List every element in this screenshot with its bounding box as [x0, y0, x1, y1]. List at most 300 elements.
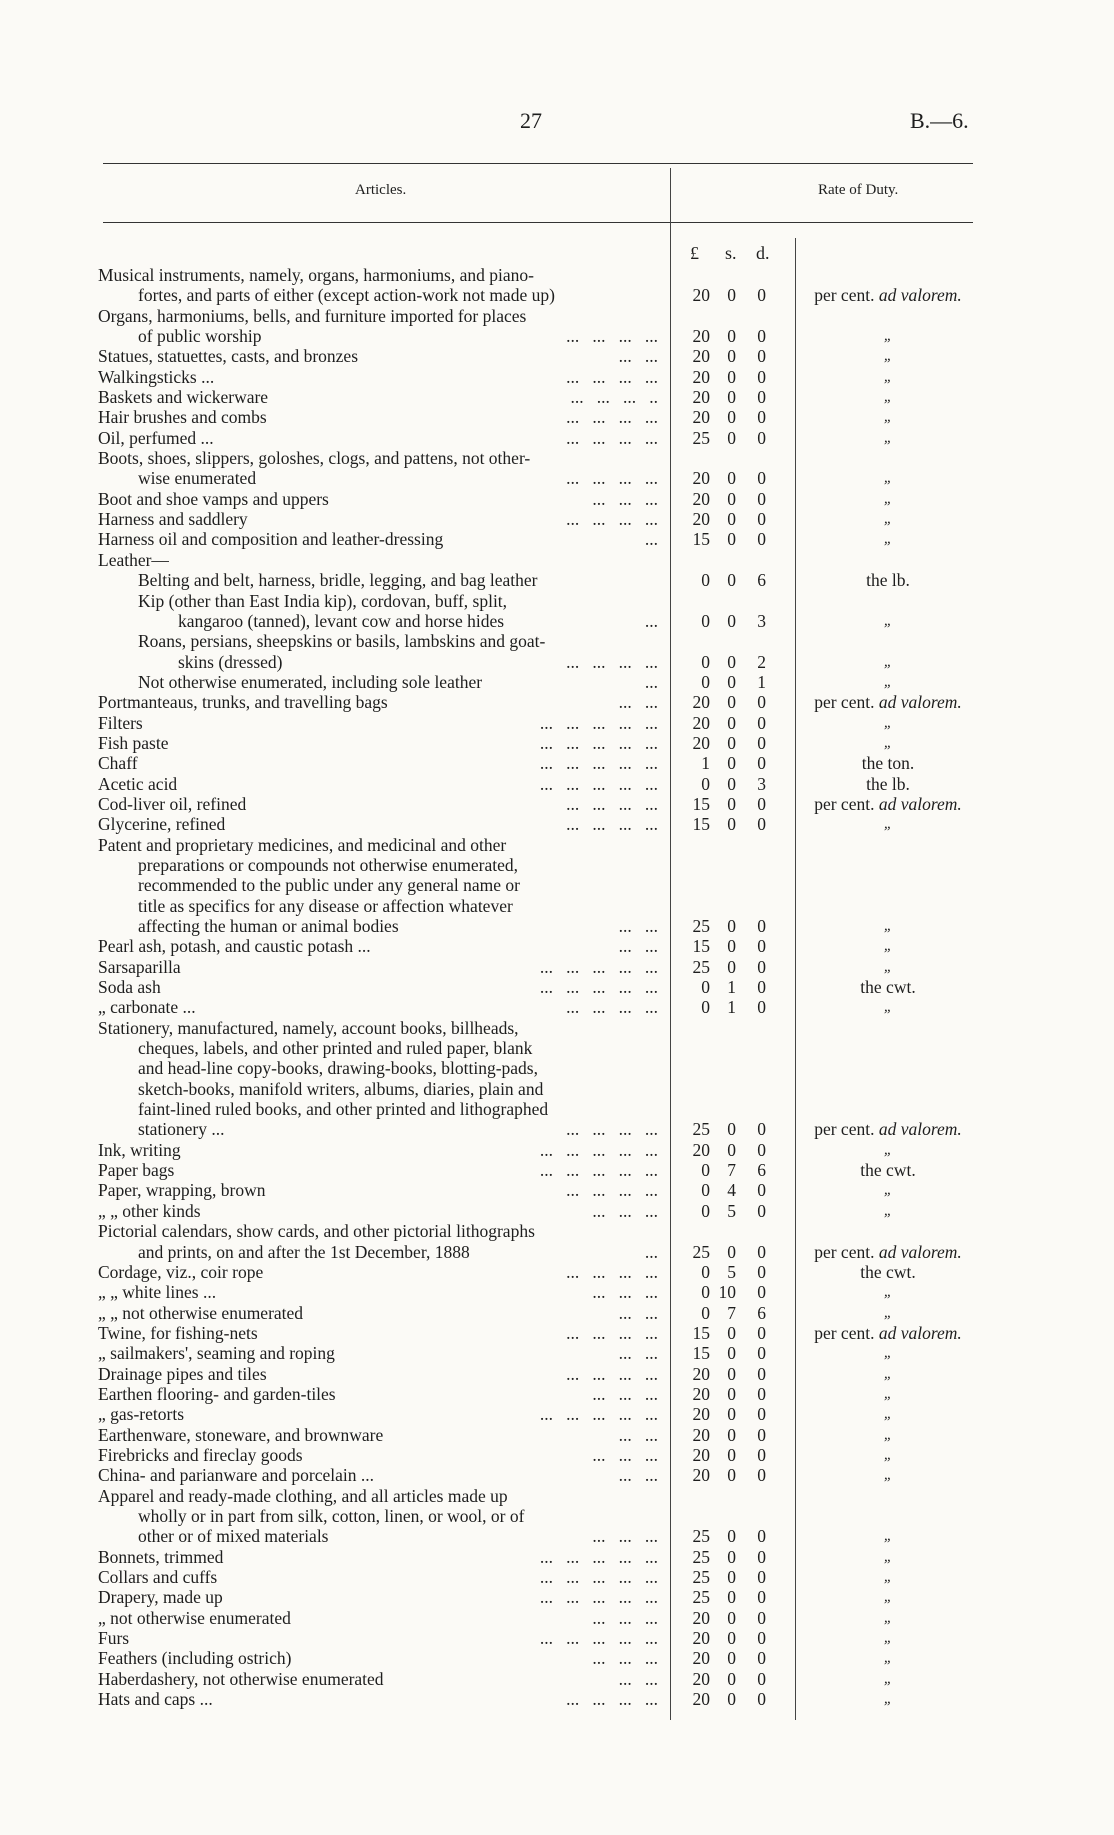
duty-pounds: 20 — [692, 326, 710, 347]
duty-amount — [680, 997, 780, 1017]
article-description — [98, 835, 658, 937]
article-description — [98, 692, 658, 712]
duty-pence: 0 — [757, 407, 766, 428]
article-line: Sarsaparilla — [98, 956, 181, 977]
article-description — [98, 550, 658, 570]
article-description — [98, 1608, 658, 1628]
article-line: of public worship — [138, 326, 262, 347]
duty-pence: 1 — [757, 671, 766, 692]
duty-shillings: 0 — [727, 1444, 736, 1465]
duty-shillings: 0 — [727, 793, 736, 814]
duty-basis: „ — [883, 490, 893, 507]
dot-leader: ... ... ... ... ... — [539, 1587, 658, 1608]
duty-shillings: 0 — [727, 407, 736, 428]
duty-pounds: 20 — [692, 346, 710, 367]
duty-pounds: 0 — [701, 1302, 710, 1323]
duty-amount — [680, 489, 780, 509]
column-header-articles: Articles. — [355, 182, 407, 198]
article-description — [98, 957, 658, 977]
article-line: „ „ other kinds — [98, 1200, 201, 1221]
table-row — [0, 733, 1114, 753]
duty-amount — [680, 468, 780, 488]
dot-leader: ... ... ... ... — [566, 366, 658, 387]
duty-shillings: 1 — [727, 977, 736, 998]
duty-amount — [680, 652, 780, 672]
duty-shillings: 0 — [727, 1587, 736, 1608]
duty-pounds: 25 — [692, 1241, 710, 1262]
duty-amount — [680, 1465, 780, 1485]
duty-amount — [680, 1303, 780, 1323]
duty-pounds: 25 — [692, 1119, 710, 1140]
duty-pence: 2 — [757, 651, 766, 672]
duty-shillings: 0 — [727, 1465, 736, 1486]
duty-shillings: 0 — [727, 488, 736, 509]
duty-basis: the lb. — [866, 570, 910, 591]
article-description — [98, 794, 658, 814]
ad-valorem-italic: ad valorem. — [878, 793, 962, 814]
duty-shillings: 7 — [727, 1160, 736, 1181]
duty-basis: „ — [883, 1385, 893, 1402]
duty-pence: 0 — [757, 285, 766, 306]
duty-pence: 0 — [757, 1343, 766, 1364]
article-line: Drapery, made up — [98, 1587, 223, 1608]
article-line: Haberdashery, not otherwise enumerated — [98, 1668, 384, 1689]
article-description — [98, 1384, 658, 1404]
table-row — [0, 1282, 1114, 1302]
duty-pence: 0 — [757, 1139, 766, 1160]
duty-amount — [680, 1160, 780, 1180]
article-line: other or of mixed materials — [138, 1526, 329, 1547]
duty-shillings: 0 — [727, 1343, 736, 1364]
article-line: fortes, and parts of either (except action-work not made up) — [138, 285, 555, 306]
article-line: Pictorial calendars, show cards, and other pictorial lithographs — [98, 1221, 535, 1242]
duty-pounds: 20 — [692, 1628, 710, 1649]
duty-basis: the cwt. — [860, 977, 916, 998]
duty-pounds: 20 — [692, 1139, 710, 1160]
table-row — [0, 591, 1114, 632]
article-description — [98, 814, 658, 834]
duty-basis: „ — [883, 409, 893, 426]
dot-leader: ... ... ... — [592, 1444, 658, 1465]
dot-leader: ... ... ... ... ... — [539, 753, 658, 774]
duty-pence: 0 — [757, 956, 766, 977]
table-row — [0, 1404, 1114, 1424]
article-description — [98, 529, 658, 549]
article-line: Ink, writing — [98, 1139, 181, 1160]
article-description — [98, 753, 658, 773]
article-line: China- and parianware and porcelain ... — [98, 1465, 374, 1486]
article-line: faint-lined ruled books, and other printed and lithographed — [138, 1099, 549, 1120]
article-line: Oil, perfumed ... — [98, 427, 214, 448]
duty-basis: the ton. — [861, 753, 915, 774]
duty-basis: „ — [883, 734, 893, 751]
article-description — [98, 774, 658, 794]
dot-leader: ... ... — [618, 346, 658, 367]
article-line: Baskets and wickerware — [98, 387, 269, 408]
duty-shillings: 0 — [727, 916, 736, 936]
duty-amount — [680, 326, 780, 346]
duty-basis: „ — [883, 1691, 893, 1708]
dot-leader: ... ... ... ... ... — [539, 1567, 658, 1587]
table-row — [0, 1303, 1114, 1323]
table-row — [0, 306, 1114, 347]
duty-shillings: 0 — [727, 712, 736, 733]
dot-leader: ... ... ... ... ... — [539, 1628, 658, 1649]
dot-leader: ... ... ... ... — [566, 326, 658, 347]
duty-shillings: 0 — [727, 814, 736, 835]
article-description — [98, 1567, 658, 1587]
article-line: Feathers (including ostrich) — [98, 1648, 292, 1669]
duty-shillings: 0 — [727, 1607, 736, 1628]
article-description — [98, 265, 658, 306]
duty-pounds: 20 — [692, 488, 710, 509]
article-line: „ „ not otherwise enumerated — [98, 1302, 304, 1323]
duty-basis: „ — [883, 1202, 893, 1219]
duty-shillings: 0 — [727, 1628, 736, 1649]
page-number: 27 — [520, 108, 542, 133]
duty-amount — [680, 1282, 780, 1302]
duty-pounds: 20 — [692, 407, 710, 428]
duty-amount — [680, 428, 780, 448]
table-row — [0, 1364, 1114, 1384]
dot-leader: ... ... ... — [592, 1607, 658, 1628]
article-description — [98, 407, 658, 427]
table-row — [0, 1180, 1114, 1200]
duty-shillings: 0 — [727, 387, 736, 408]
article-line: Earthenware, stoneware, and brownware — [98, 1424, 384, 1445]
duty-pence: 0 — [757, 346, 766, 367]
article-line: „ „ white lines ... — [98, 1282, 217, 1303]
duty-amount — [680, 977, 780, 997]
duty-pounds: 20 — [692, 1648, 710, 1669]
duty-shillings: 10 — [718, 1282, 736, 1303]
dot-leader: ... ... ... ... — [566, 1363, 658, 1384]
table-row — [0, 489, 1114, 509]
article-description — [98, 733, 658, 753]
unit-pounds: £ — [690, 243, 699, 263]
duty-shillings: 5 — [727, 1200, 736, 1221]
article-line: stationery ... — [138, 1119, 225, 1140]
ad-valorem-italic: ad valorem. — [878, 1322, 962, 1343]
table-row — [0, 692, 1114, 712]
duty-shillings: 0 — [727, 1119, 736, 1140]
article-line: „ sailmakers', seaming and roping — [98, 1343, 335, 1364]
duty-shillings: 0 — [727, 732, 736, 753]
article-line: „ not otherwise enumerated — [98, 1607, 291, 1628]
article-line: „ carbonate ... — [98, 997, 196, 1018]
duty-pence: 6 — [757, 570, 766, 591]
duty-pounds: 20 — [692, 1404, 710, 1425]
dot-leader: ... ... ... ... — [566, 509, 658, 530]
article-description — [98, 1689, 658, 1709]
duty-basis: „ — [883, 612, 893, 629]
article-description — [98, 570, 658, 590]
dot-leader: ... ... ... ... — [566, 468, 658, 489]
duty-shillings: 0 — [727, 1322, 736, 1343]
table-row — [0, 814, 1114, 834]
duty-pounds: 0 — [701, 1261, 710, 1282]
article-description — [98, 387, 658, 407]
article-description — [98, 1262, 658, 1282]
article-line: „ gas-retorts — [98, 1404, 185, 1425]
article-description — [98, 1140, 658, 1160]
column-header-rate: Rate of Duty. — [818, 182, 899, 198]
article-description — [98, 672, 658, 692]
dot-leader: ... ... ... — [592, 488, 658, 509]
duty-amount — [680, 774, 780, 794]
duty-basis: per cent. ad valorem. — [814, 1322, 962, 1343]
article-line: Boot and shoe vamps and uppers — [98, 488, 329, 509]
duty-amount — [680, 550, 780, 570]
duty-pounds: 0 — [701, 997, 710, 1018]
article-line: and head-line copy-books, drawing-books, blotting-pads, — [138, 1058, 538, 1079]
duty-amount — [680, 1140, 780, 1160]
article-line: title as specifics for any disease or affection whatever — [138, 895, 513, 916]
table-row — [0, 1669, 1114, 1689]
duty-basis: „ — [883, 1548, 893, 1565]
duty-basis: „ — [883, 1650, 893, 1667]
ad-valorem-italic: ad valorem. — [878, 1119, 962, 1140]
duty-shillings: 0 — [727, 529, 736, 550]
article-description — [98, 1425, 658, 1445]
duty-basis: „ — [883, 958, 893, 975]
table-row — [0, 570, 1114, 590]
duty-basis: „ — [883, 673, 893, 690]
article-description — [98, 448, 658, 489]
table-row — [0, 509, 1114, 529]
duty-pence: 0 — [757, 1465, 766, 1486]
table-row — [0, 1465, 1114, 1485]
duty-pence: 6 — [757, 1302, 766, 1323]
duty-shillings: 0 — [727, 936, 736, 957]
article-description — [98, 1364, 658, 1384]
duty-amount — [680, 733, 780, 753]
duty-pounds: 20 — [692, 1607, 710, 1628]
duty-basis: per cent. ad valorem. — [814, 793, 962, 814]
duty-basis: „ — [883, 918, 893, 934]
duty-basis: „ — [883, 714, 893, 731]
table-row — [0, 997, 1114, 1017]
duty-amount — [680, 1119, 780, 1139]
duty-basis: „ — [883, 816, 893, 833]
duty-pence: 0 — [757, 529, 766, 550]
table-row — [0, 1201, 1114, 1221]
duty-amount — [680, 1425, 780, 1445]
table-row — [0, 1648, 1114, 1668]
duty-shillings: 7 — [727, 1302, 736, 1323]
duty-pounds: 25 — [692, 956, 710, 977]
table-top-rule — [103, 163, 973, 164]
duty-pence: 0 — [757, 1261, 766, 1282]
duty-basis: „ — [883, 348, 893, 365]
dot-leader: ... ... — [618, 1465, 658, 1486]
duty-shillings: 0 — [727, 509, 736, 530]
article-line: Hats and caps ... — [98, 1689, 213, 1710]
duty-basis: the lb. — [866, 773, 910, 794]
dot-leader: ... ... ... .. — [570, 387, 658, 408]
article-line: Glycerine, refined — [98, 814, 226, 835]
duty-pounds: 20 — [692, 387, 710, 408]
duty-basis: „ — [883, 470, 893, 487]
duty-pence: 3 — [757, 610, 766, 631]
duty-pence: 0 — [757, 468, 766, 489]
duty-pounds: 20 — [692, 1444, 710, 1465]
duty-pounds: 0 — [701, 610, 710, 631]
duty-pence: 0 — [757, 916, 766, 936]
ad-valorem-italic: ad valorem. — [878, 285, 962, 306]
duty-pence: 0 — [757, 1241, 766, 1262]
dot-leader: ... ... ... ... ... — [539, 773, 658, 794]
duty-pounds: 20 — [692, 732, 710, 753]
article-description — [98, 1628, 658, 1648]
duty-amount — [680, 672, 780, 692]
article-line: Filters — [98, 712, 143, 733]
duty-shillings: 0 — [727, 610, 736, 631]
duty-pounds: 20 — [692, 509, 710, 530]
duty-amount — [680, 1201, 780, 1221]
duty-amount — [680, 1404, 780, 1424]
duty-amount — [680, 1628, 780, 1648]
duty-amount — [680, 1180, 780, 1200]
duty-pence: 0 — [757, 1587, 766, 1608]
duty-pounds: 20 — [692, 366, 710, 387]
duty-pounds: 0 — [701, 651, 710, 672]
article-description — [98, 1303, 658, 1323]
dot-leader: ... ... ... ... ... — [539, 712, 658, 733]
table-row — [0, 977, 1114, 997]
article-description — [98, 1587, 658, 1607]
article-description — [98, 1160, 658, 1180]
dot-leader: ... ... ... — [592, 1526, 658, 1547]
duty-pence: 0 — [757, 732, 766, 753]
duty-shillings: 0 — [727, 956, 736, 977]
dot-leader: ... — [644, 671, 658, 692]
duty-shillings: 5 — [727, 1261, 736, 1282]
duty-pence: 0 — [757, 1180, 766, 1201]
table-row — [0, 1587, 1114, 1607]
article-line: Harness and saddlery — [98, 509, 248, 530]
duty-pence: 0 — [757, 1689, 766, 1710]
article-description — [98, 1648, 658, 1668]
duty-shillings: 0 — [727, 1424, 736, 1445]
duty-basis: „ — [883, 429, 893, 446]
article-description — [98, 1282, 658, 1302]
article-description — [98, 346, 658, 366]
article-line: Patent and proprietary medicines, and medicinal and other — [98, 834, 507, 855]
table-row — [0, 1140, 1114, 1160]
duty-amount — [680, 407, 780, 427]
article-line: Not otherwise enumerated, including sole leather — [138, 671, 483, 692]
duty-pounds: 15 — [692, 1322, 710, 1343]
dot-leader: ... ... — [618, 936, 658, 957]
duty-pounds: 0 — [701, 1180, 710, 1201]
dot-leader: ... ... ... ... ... — [539, 1160, 658, 1181]
duty-pounds: 25 — [692, 1587, 710, 1608]
dot-leader: ... ... ... ... — [566, 651, 658, 672]
article-line: Hair brushes and combs — [98, 407, 267, 428]
duty-amount — [680, 1343, 780, 1363]
article-description — [98, 1201, 658, 1221]
duty-pounds: 0 — [701, 671, 710, 692]
duty-amount — [680, 814, 780, 834]
duty-pence: 0 — [757, 488, 766, 509]
duty-amount — [680, 794, 780, 814]
duty-amount — [680, 936, 780, 956]
duty-shillings: 1 — [727, 997, 736, 1018]
duty-basis: „ — [883, 1406, 893, 1423]
table-row — [0, 1425, 1114, 1445]
table-row — [0, 1343, 1114, 1363]
duty-amount — [680, 1364, 780, 1384]
duty-amount — [680, 367, 780, 387]
dot-leader: ... ... ... ... — [566, 427, 658, 448]
article-line: recommended to the public under any general name or — [138, 875, 520, 896]
duty-amount — [680, 1669, 780, 1689]
article-line: kangaroo (tanned), levant cow and horse hides — [178, 610, 505, 631]
duty-pounds: 20 — [692, 1424, 710, 1445]
table-row — [0, 957, 1114, 977]
dot-leader: ... ... ... — [592, 1282, 658, 1303]
article-description — [98, 1343, 658, 1363]
dot-leader: ... ... ... — [592, 1648, 658, 1669]
article-line: Kip (other than East India kip), cordovan, buff, split, — [138, 590, 508, 611]
duty-pounds: 0 — [701, 1282, 710, 1303]
article-description — [98, 631, 658, 672]
duty-basis: per cent. ad valorem. — [814, 285, 962, 306]
duty-basis: „ — [883, 1609, 893, 1626]
duty-amount — [680, 1689, 780, 1709]
article-description — [98, 591, 658, 632]
article-line: wise enumerated — [138, 468, 257, 489]
table-row — [0, 1221, 1114, 1262]
duty-basis: „ — [883, 1426, 893, 1443]
duty-basis: „ — [883, 389, 893, 406]
dot-leader: ... ... — [618, 1424, 658, 1445]
table-row — [0, 1262, 1114, 1282]
duty-pence: 0 — [757, 1200, 766, 1221]
duty-amount — [680, 1567, 780, 1587]
article-line: Belting and belt, harness, bridle, legging, and bag leather — [138, 570, 538, 591]
article-line: Boots, shoes, slippers, goloshes, clogs, and pattens, not other- — [98, 448, 531, 469]
duty-basis: „ — [883, 938, 893, 955]
duty-amount — [680, 1587, 780, 1607]
duty-amount — [680, 957, 780, 977]
table-row — [0, 672, 1114, 692]
document-reference: B.—6. — [910, 108, 969, 133]
dot-leader: ... ... ... ... — [566, 997, 658, 1018]
duty-pence: 0 — [757, 1282, 766, 1303]
duty-shillings: 0 — [727, 1139, 736, 1160]
dot-leader: ... ... ... ... ... — [539, 1139, 658, 1160]
duty-shillings: 0 — [727, 1567, 736, 1587]
duty-pence: 0 — [757, 366, 766, 387]
table-row — [0, 1160, 1114, 1180]
duty-pounds: 20 — [692, 468, 710, 489]
table-row — [0, 428, 1114, 448]
table-row — [0, 346, 1114, 366]
duty-pounds: 25 — [692, 916, 710, 936]
table-row — [0, 1547, 1114, 1567]
duty-shillings: 0 — [727, 1546, 736, 1567]
ad-valorem-italic: ad valorem. — [878, 692, 962, 713]
duty-pence: 0 — [757, 1648, 766, 1669]
article-description — [98, 1323, 658, 1343]
duty-pence: 0 — [757, 936, 766, 957]
duty-shillings: 0 — [727, 570, 736, 591]
duty-basis: „ — [883, 1569, 893, 1585]
article-line: Acetic acid — [98, 773, 178, 794]
duty-shillings: 0 — [727, 1526, 736, 1547]
